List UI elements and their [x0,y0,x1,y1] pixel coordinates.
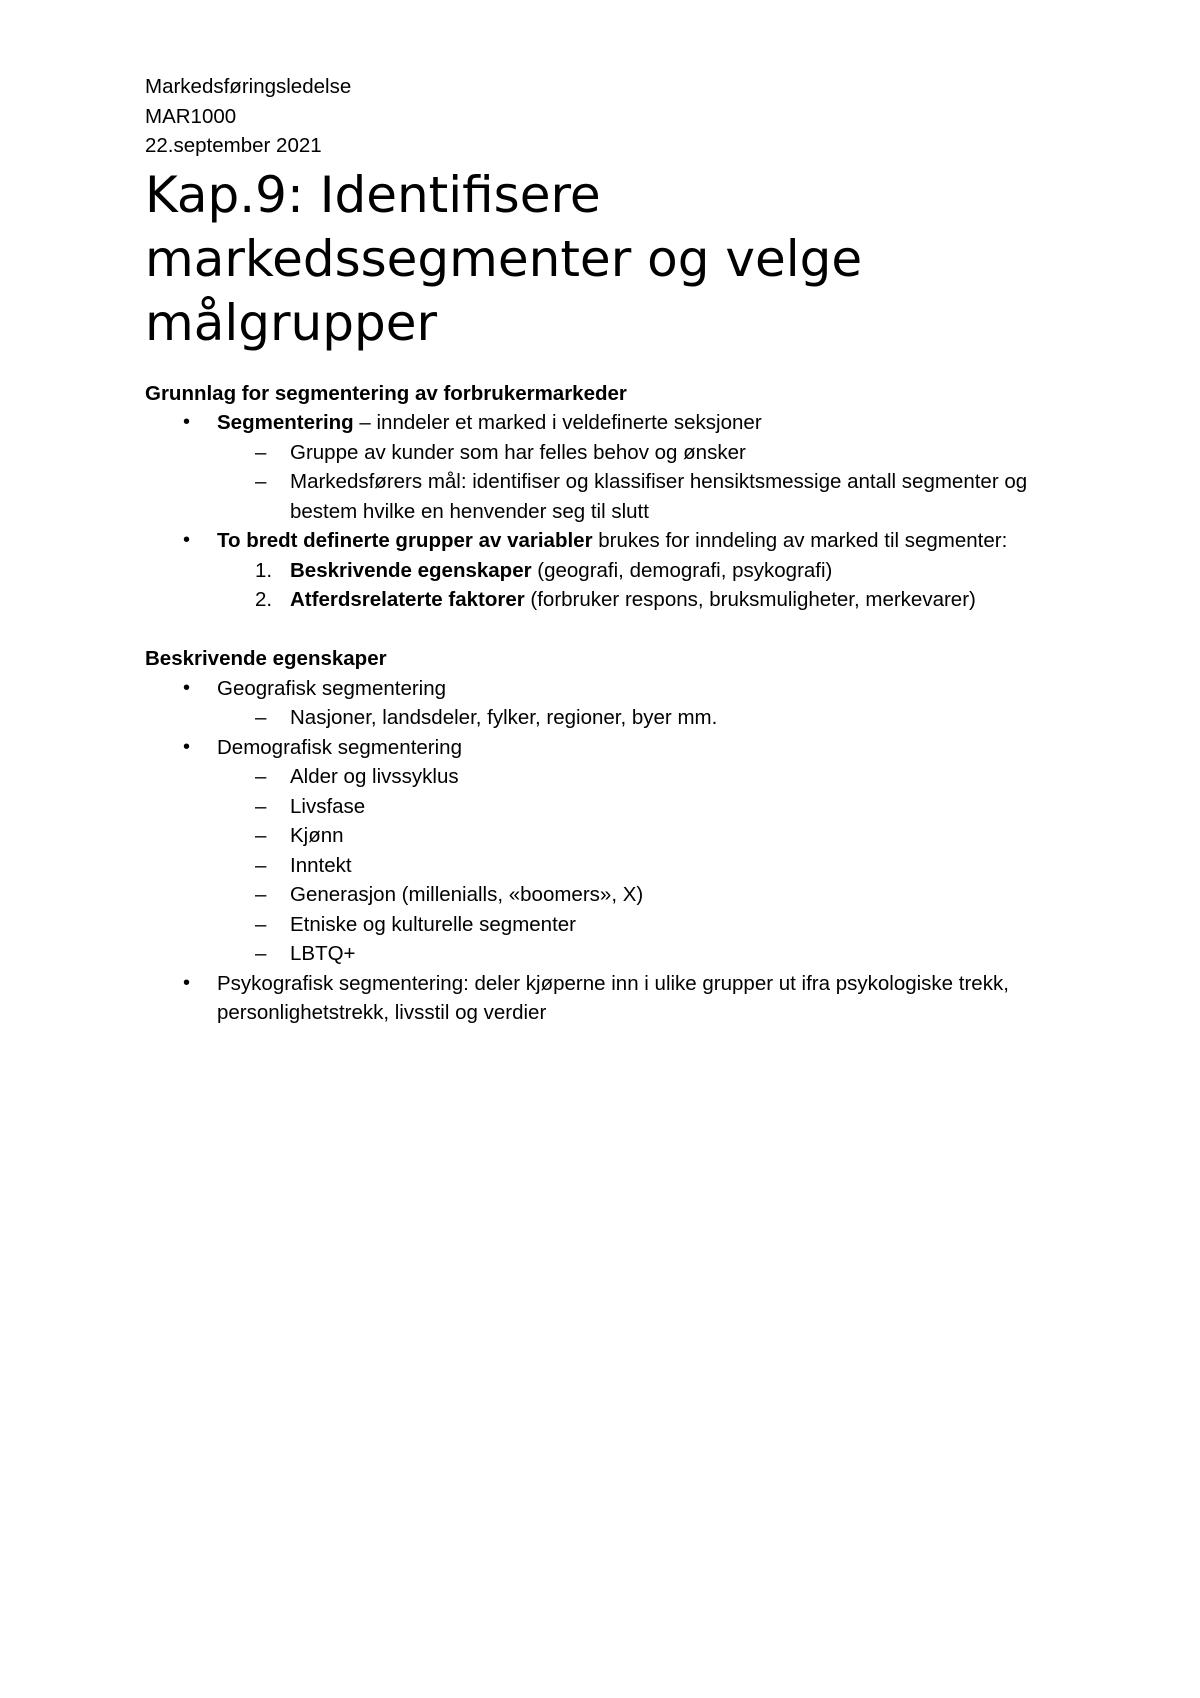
item-text: Inntekt [290,853,352,877]
sub-list-item [145,703,1085,733]
dash-marker: – [255,824,267,847]
bullet-marker: • [183,676,191,699]
item-text: – inndeler et marked i veldefinerte seksjoner [353,411,762,434]
item-text: Demografisk segmentering [217,735,462,759]
item-text: Livsfase [290,794,366,818]
paragraph-spacer [145,615,1085,645]
sub-list-item [145,821,1085,851]
sub-list-item [145,939,1085,969]
sub-list-item [145,762,1085,792]
item-text: (forbruker respons, bruksmuligheter, merkevarer) [524,588,976,611]
sub-list-item [145,467,1085,526]
term-bold: To bredt definerte grupper av variabler [217,529,593,552]
document-date: 22.september 2021 [145,134,322,157]
sub-list-item [145,438,1085,468]
item-text: LBTQ+ [290,942,356,965]
bullet-list [145,674,1085,1028]
bullet-marker: • [183,971,191,994]
item-text: brukes for inndeling av marked til segmenter: [592,529,1008,552]
list-item [145,526,1085,556]
item-text: Generasjon (millenialls, «boomers», X) [290,883,644,906]
sub-list-item [145,910,1085,940]
item-text: Markedsførers mål: identifiser og klassifiser hensiktsmessige antall segmenter og bestem hvilke en henvender seg til slutt [290,470,1028,523]
item-text: Kjønn [290,824,344,847]
numbered-item [145,585,1085,615]
item-text: Psykografisk segmentering: deler kjøperne inn i ulike grupper ut ifra psykologiske trekk, personlighetstrekk, livsstil og verdier [217,971,1009,1024]
dash-marker: – [255,912,267,936]
dash-marker: – [255,440,267,464]
list-item [145,733,1085,763]
term-bold: Segmentering [217,411,354,434]
bullet-marker: • [183,735,191,758]
item-text: Nasjoner, landsdeler, fylker, regioner, byer mm. [290,706,718,729]
dash-marker: – [255,794,267,818]
section-consumer-market-segmentation [145,379,1085,615]
sub-list-item [145,851,1085,881]
list-item [145,408,1085,438]
section-descriptive-characteristics [145,644,1085,1028]
item-text: Geografisk segmentering [217,676,447,700]
term-bold: Beskrivende egenskaper [290,558,532,582]
dash-marker: – [255,883,267,906]
bullet-marker: • [183,529,191,551]
page-title: Kap.9: Identifisere markedssegmenter og velge målgrupper [145,165,863,352]
dash-marker: – [255,706,267,729]
dash-marker: – [255,942,267,965]
item-text: Etniske og kulturelle segmenter [290,912,577,936]
item-text: Gruppe av kunder som har felles behov og ønsker [290,440,746,464]
item-text: (geografi, demografi, psykografi) [531,558,833,582]
list-item [145,969,1085,1028]
number-marker: 1. [255,558,273,582]
sub-list-item [145,880,1085,910]
number-marker: 2. [255,588,273,611]
term-bold: Atferdsrelaterte faktorer [290,588,525,611]
numbered-item [145,556,1085,586]
dash-marker: – [255,853,267,877]
list-item [145,674,1085,704]
section-heading: Grunnlag for segmentering av forbrukermarkeder [145,381,627,405]
section-heading: Beskrivende egenskaper [145,647,387,670]
bullet-marker: • [183,411,191,433]
sub-list-item [145,792,1085,822]
course-code: MAR1000 [145,104,237,128]
dash-marker: – [255,765,267,788]
document-header [145,72,1085,161]
bullet-list [145,408,1085,615]
dash-marker: – [255,470,267,493]
course-name: Markedsføringsledelse [145,75,352,98]
document-content [145,72,1085,1028]
item-text: Alder og livssyklus [290,765,459,788]
